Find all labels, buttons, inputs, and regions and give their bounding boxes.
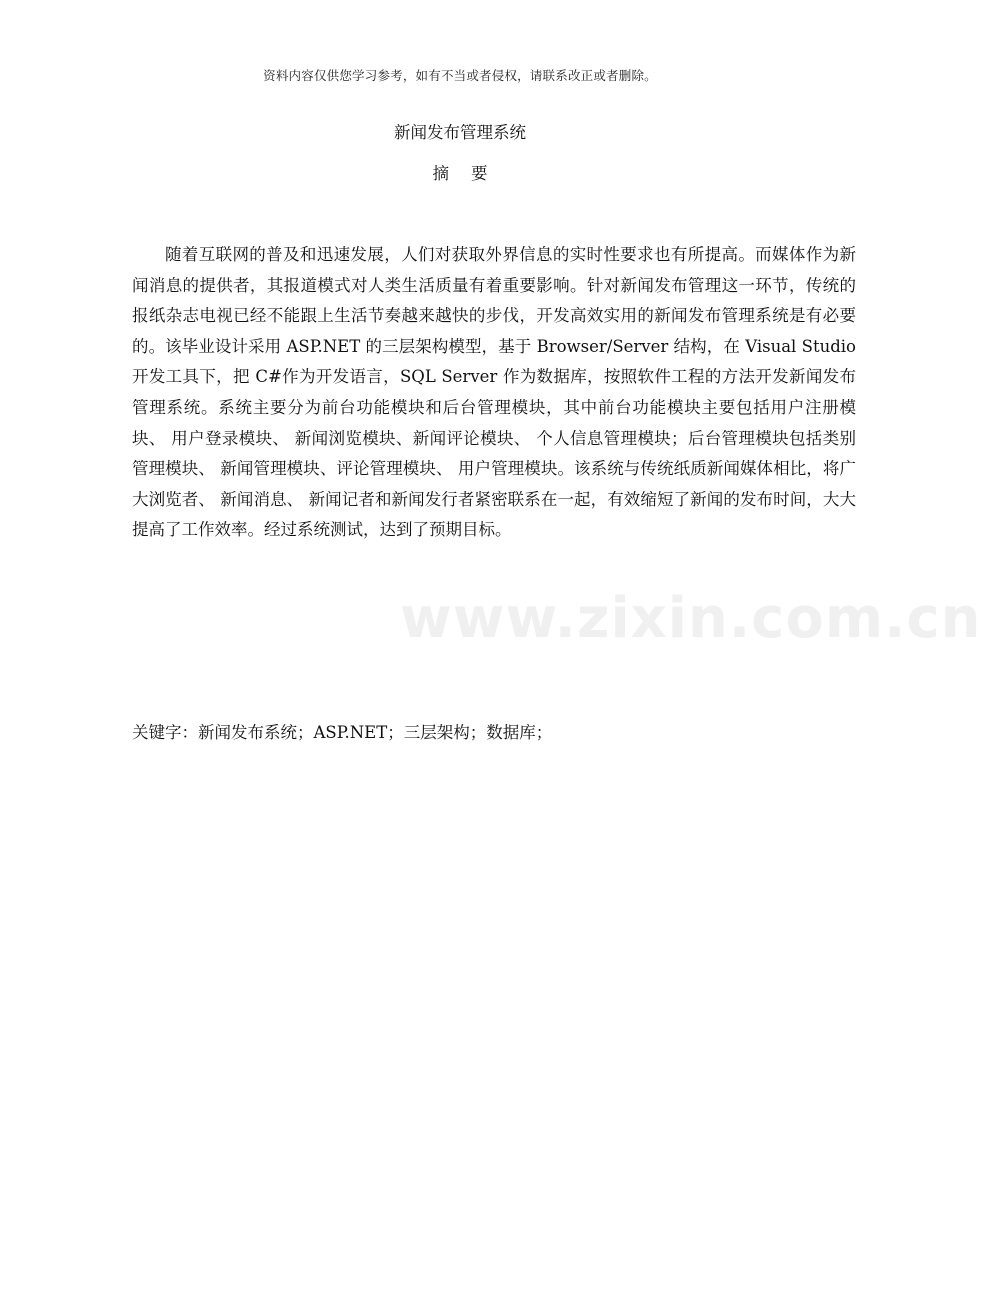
keywords-line: 关键字：新闻发布系统；ASP.NET；三层架构；数据库； [132, 723, 553, 742]
site-watermark: www.zixin.com.cn [400, 586, 982, 651]
abstract-heading: 摘要 [432, 164, 510, 183]
abstract-paragraph: 随着互联网的普及和迅速发展，人们对获取外界信息的实时性要求也有所提高。而媒体作为新闻消息的提供者，其报道模式对人类生活质量有着重要影响。针对新闻发布管理这一环节，传统的报纸杂志电视已经不能跟上生活节奏越来越快的步伐，开发高效实用的新闻发布管理系统是有必要的。该毕业设计采用 ASP.NET 的三层架构模型，基于 Browser/Server 结构，在 Visual Studio 开发工具下，把 C#作为开发语言，SQL Server 作为数据库，按照软件工程的方法开发新闻发布管理系统。系统主要分为前台功能模块和后台管理模块，其中前台功能模块主要包括用户注册模块、 用户登录模块、 新闻浏览模块、新闻评论模块、 个人信息管理模块；后台管理模块包括类别管理模块、 新闻管理模块、评论管理模块、 用户管理模块。该系统与传统纸质新闻媒体相比，将广大浏览者、 新闻消息、 新闻记者和新闻发行者紧密联系在一起，有效缩短了新闻的发布时间，大大提高了工作效率。经过系统测试，达到了预期目标。 [132, 245, 856, 540]
document-title: 新闻发布管理系统 [394, 123, 526, 142]
copyright-notice: 资料内容仅供您学习参考，如有不当或者侵权，请联系改正或者删除。 [263, 68, 657, 83]
